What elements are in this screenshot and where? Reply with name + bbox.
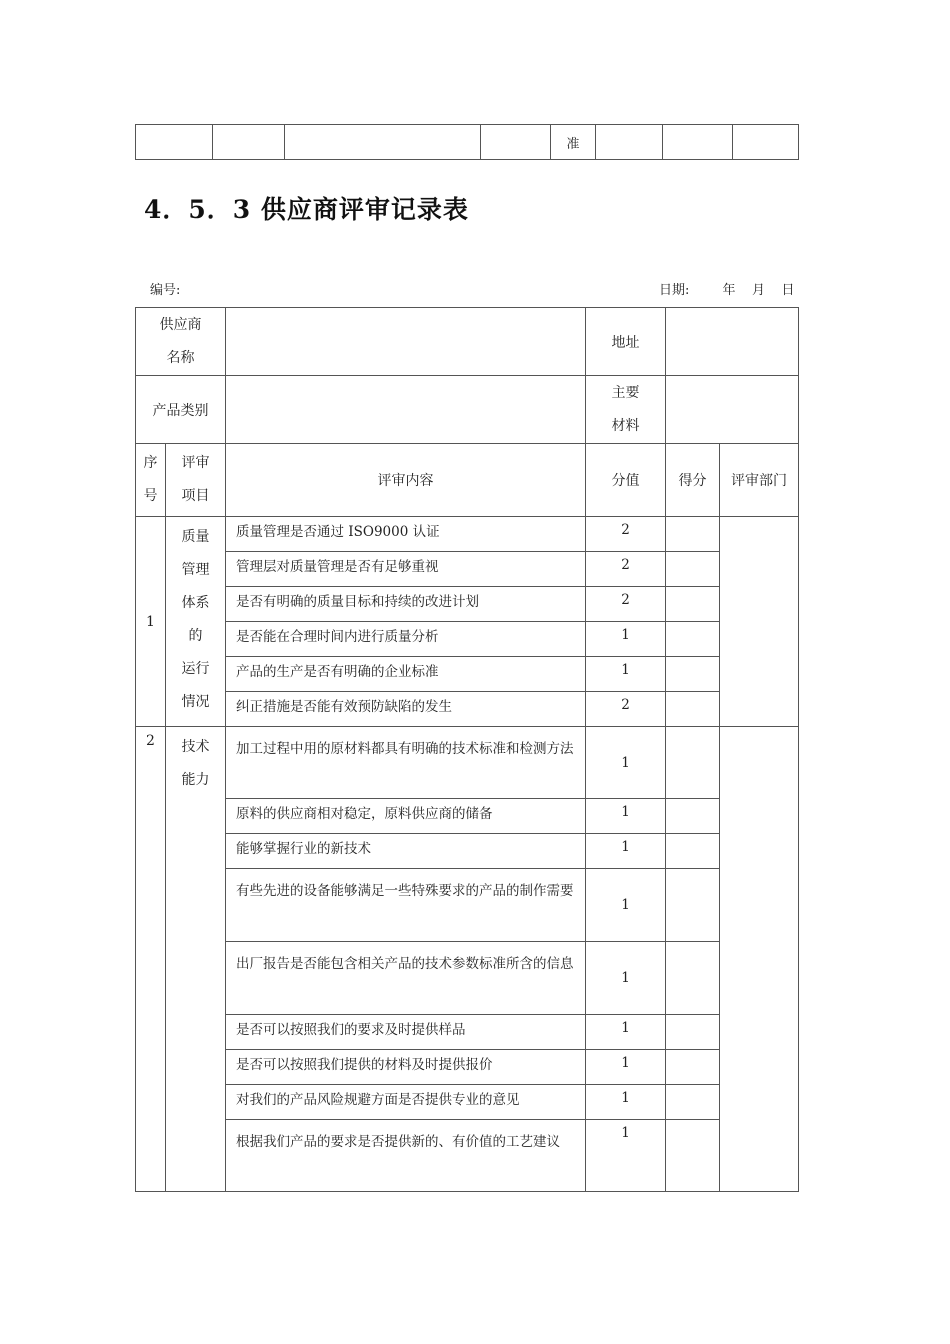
table-row xyxy=(136,1050,799,1085)
criterion-text: 纠正措施是否能有效预防缺陷的发生 xyxy=(226,692,586,727)
criterion-score: 1 xyxy=(586,869,666,942)
table-row xyxy=(136,587,799,622)
obtained-score-cell[interactable] xyxy=(666,727,720,799)
section-heading: 4．5．3 供应商评审记录表 xyxy=(144,195,469,224)
obtained-score-cell[interactable] xyxy=(666,942,720,1015)
supplier-name-row xyxy=(136,308,799,376)
criterion-score: 1 xyxy=(586,657,666,692)
criterion-text: 是否可以按照我们提供的材料及时提供报价 xyxy=(226,1050,586,1085)
department-header: 评审部门 xyxy=(720,444,799,517)
criterion-score: 2 xyxy=(586,552,666,587)
obtained-score-cell[interactable] xyxy=(666,1085,720,1120)
table-row xyxy=(136,727,799,799)
product-category-row xyxy=(136,376,799,444)
main-material-value[interactable] xyxy=(666,376,799,444)
criterion-score: 1 xyxy=(586,622,666,657)
content-header: 评审内容 xyxy=(226,444,586,517)
obtained-score-cell[interactable] xyxy=(666,1050,720,1085)
table-row xyxy=(136,692,799,727)
criterion-score: 2 xyxy=(586,517,666,552)
criterion-score: 2 xyxy=(586,587,666,622)
obtained-header: 得分 xyxy=(666,444,720,517)
section-item-line: 情况 xyxy=(181,694,210,710)
obtained-score-cell[interactable] xyxy=(666,1015,720,1050)
score-header: 分值 xyxy=(586,444,666,517)
criterion-score: 1 xyxy=(586,1050,666,1085)
criterion-text: 产品的生产是否有明确的企业标准 xyxy=(226,657,586,692)
section-item-line: 体系 xyxy=(181,595,210,611)
criterion-score: 1 xyxy=(586,799,666,834)
table-cell xyxy=(663,125,733,160)
criterion-score: 1 xyxy=(586,1120,666,1192)
item-header: 评审 项目 xyxy=(166,444,226,517)
date-label: 日期: 年 月 日 xyxy=(659,283,795,298)
table-cell xyxy=(596,125,663,160)
previous-table-row xyxy=(136,125,799,160)
product-category-value[interactable] xyxy=(226,376,586,444)
table-row xyxy=(136,869,799,942)
section-item-line: 管理 xyxy=(181,562,210,578)
criterion-text: 管理层对质量管理是否有足够重视 xyxy=(226,552,586,587)
supplier-review-table xyxy=(135,307,799,1192)
criterion-score: 1 xyxy=(586,727,666,799)
obtained-score-cell[interactable] xyxy=(666,692,720,727)
table-header-row xyxy=(136,444,799,517)
table-row xyxy=(136,1120,799,1192)
criterion-text: 能够掌握行业的新技术 xyxy=(226,834,586,869)
main-material-label: 主要 材料 xyxy=(586,376,666,444)
obtained-score-cell[interactable] xyxy=(666,657,720,692)
criterion-text: 是否有明确的质量目标和持续的改进计划 xyxy=(226,587,586,622)
table-cell xyxy=(733,125,799,160)
criterion-text: 是否能在合理时间内进行质量分析 xyxy=(226,622,586,657)
table-cell xyxy=(285,125,481,160)
section-seq: 2 xyxy=(136,727,166,1192)
table-cell: 准 xyxy=(551,125,596,160)
address-label: 地址 xyxy=(586,308,666,376)
criterion-text: 对我们的产品风险规避方面是否提供专业的意见 xyxy=(226,1085,586,1120)
number-label: 编号: xyxy=(150,283,181,298)
obtained-score-cell[interactable] xyxy=(666,834,720,869)
criterion-score: 1 xyxy=(586,834,666,869)
table-row xyxy=(136,657,799,692)
criterion-text: 是否可以按照我们的要求及时提供样品 xyxy=(226,1015,586,1050)
section-item xyxy=(166,727,226,1192)
section-item-line: 运行 xyxy=(181,661,210,677)
address-value[interactable] xyxy=(666,308,799,376)
criterion-text: 原料的供应商相对稳定，原料供应商的储备 xyxy=(226,799,586,834)
criterion-score: 1 xyxy=(586,1085,666,1120)
table-cell xyxy=(213,125,285,160)
table-row xyxy=(136,1015,799,1050)
section-item-line: 能力 xyxy=(181,772,210,788)
criterion-score: 1 xyxy=(586,942,666,1015)
supplier-name-label: 供应商 名称 xyxy=(136,308,226,376)
criterion-score: 2 xyxy=(586,692,666,727)
criterion-text: 有些先进的设备能够满足一些特殊要求的产品的制作需要 xyxy=(226,869,586,942)
product-category-label: 产品类别 xyxy=(136,376,226,444)
obtained-score-cell[interactable] xyxy=(666,799,720,834)
section-item-line: 质量 xyxy=(181,529,210,545)
obtained-score-cell[interactable] xyxy=(666,622,720,657)
criterion-text: 质量管理是否通过 ISO9000 认证 xyxy=(226,517,586,552)
table-row xyxy=(136,552,799,587)
section-item-line: 技术 xyxy=(181,739,210,755)
review-department-cell[interactable] xyxy=(720,517,799,727)
section-seq: 1 xyxy=(136,517,166,727)
table-row xyxy=(136,799,799,834)
obtained-score-cell[interactable] xyxy=(666,869,720,942)
table-row xyxy=(136,942,799,1015)
table-row xyxy=(136,622,799,657)
criterion-score: 1 xyxy=(586,1015,666,1050)
obtained-score-cell[interactable] xyxy=(666,517,720,552)
table-cell xyxy=(481,125,551,160)
previous-table-fragment xyxy=(135,124,799,160)
table-row xyxy=(136,834,799,869)
table-row xyxy=(136,1085,799,1120)
criterion-text: 出厂报告是否能包含相关产品的技术参数标准所含的信息 xyxy=(226,942,586,1015)
criterion-text: 加工过程中用的原材料都具有明确的技术标准和检测方法 xyxy=(226,727,586,799)
criterion-text: 根据我们产品的要求是否提供新的、有价值的工艺建议 xyxy=(226,1120,586,1192)
obtained-score-cell[interactable] xyxy=(666,587,720,622)
supplier-name-value[interactable] xyxy=(226,308,586,376)
section-item xyxy=(166,517,226,727)
section-item-line: 的 xyxy=(188,628,203,644)
table-cell xyxy=(136,125,213,160)
obtained-score-cell[interactable] xyxy=(666,552,720,587)
seq-header: 序 号 xyxy=(136,444,166,517)
review-department-cell[interactable] xyxy=(720,727,799,1192)
obtained-score-cell[interactable] xyxy=(666,1120,720,1192)
table-row xyxy=(136,517,799,552)
